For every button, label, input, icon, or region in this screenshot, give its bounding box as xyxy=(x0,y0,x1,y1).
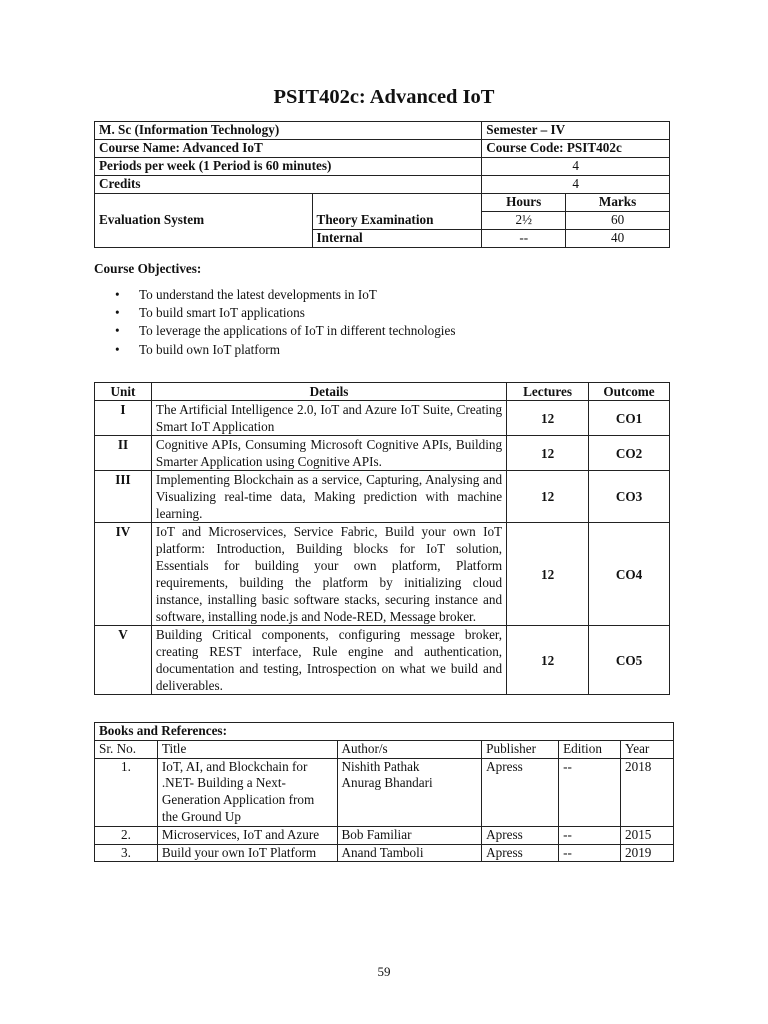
list-item: • To build own IoT platform xyxy=(94,341,455,359)
book-title: Build your own IoT Platform xyxy=(157,844,337,862)
objectives-list xyxy=(94,286,455,359)
theory-marks: 60 xyxy=(566,212,670,230)
unit-outcome: CO4 xyxy=(589,523,670,626)
unit-lectures: 12 xyxy=(507,436,589,471)
table-row xyxy=(95,471,670,523)
column-header: Title xyxy=(157,740,337,758)
table-row xyxy=(95,176,670,194)
unit-details: Cognitive APIs, Consuming Microsoft Cognitive APIs, Building Smarter Application using Cognitive APIs. xyxy=(151,436,506,471)
table-row xyxy=(95,758,674,826)
table-row xyxy=(95,140,670,158)
book-edition: -- xyxy=(559,844,621,862)
book-authors xyxy=(337,758,482,826)
periods-value: 4 xyxy=(482,158,670,176)
column-header: Details xyxy=(151,383,506,401)
table-row xyxy=(95,844,674,862)
unit-lectures: 12 xyxy=(507,523,589,626)
unit-outcome: CO3 xyxy=(589,471,670,523)
book-author: Anurag Bhandari xyxy=(341,775,433,791)
semester: Semester – IV xyxy=(482,122,670,140)
book-edition: -- xyxy=(559,758,621,826)
credits-value: 4 xyxy=(482,176,670,194)
unit-lectures: 12 xyxy=(507,471,589,523)
unit-details: IoT and Microservices, Service Fabric, Build your own IoT platform: Introduction, Building blocks for IoT solution, Essentials for building your own platform, Platform requirements, building the platform by initializing cloud instance, installing basic software stacks, securing instance and software, installing node.js and Node-RED, Message broker. xyxy=(151,523,506,626)
book-sr-no: 1. xyxy=(95,758,158,826)
column-header: Sr. No. xyxy=(95,740,158,758)
page-title: PSIT402c: Advanced IoT xyxy=(273,86,495,108)
list-item: • To build smart IoT applications xyxy=(94,304,455,322)
unit-number: V xyxy=(95,626,152,695)
book-year: 2019 xyxy=(621,844,674,862)
book-title: Microservices, IoT and Azure xyxy=(157,826,337,844)
book-publisher: Apress xyxy=(482,844,559,862)
book-title: IoT, AI, and Blockchain for .NET- Building a Next-Generation Application from the Ground Up xyxy=(157,758,337,826)
book-authors xyxy=(337,826,482,844)
table-row xyxy=(95,826,674,844)
book-author: Bob Familiar xyxy=(341,826,412,842)
list-item: • To understand the latest developments in IoT xyxy=(94,286,455,304)
marks-header: Marks xyxy=(566,194,670,212)
column-header: Edition xyxy=(559,740,621,758)
course-name: Course Name: Advanced IoT xyxy=(95,140,482,158)
table-header-row xyxy=(95,740,674,758)
unit-number: II xyxy=(95,436,152,471)
list-item: • To leverage the applications of IoT in different technologies xyxy=(94,322,455,340)
column-header: Lectures xyxy=(507,383,589,401)
column-header: Year xyxy=(621,740,674,758)
book-publisher: Apress xyxy=(482,758,559,826)
internal-marks: 40 xyxy=(566,230,670,248)
unit-lectures: 12 xyxy=(507,401,589,436)
unit-outcome: CO5 xyxy=(589,626,670,695)
internal-label: Internal xyxy=(312,230,482,248)
unit-number: III xyxy=(95,471,152,523)
unit-lectures: 12 xyxy=(507,626,589,695)
books-heading: Books and References: xyxy=(95,723,674,741)
table-row xyxy=(95,723,674,741)
column-header: Author/s xyxy=(337,740,482,758)
unit-details: Building Critical components, configuring message broker, creating REST interface, Rule engine and authentication, documentation and testing, Introspection on what we build and deliverables. xyxy=(151,626,506,695)
table-header-row xyxy=(95,383,670,401)
book-sr-no: 2. xyxy=(95,826,158,844)
column-header: Unit xyxy=(95,383,152,401)
course-info-table xyxy=(94,121,670,248)
book-author: Nishith Pathak xyxy=(341,758,420,774)
column-header: Publisher xyxy=(482,740,559,758)
units-table xyxy=(94,382,670,695)
book-year: 2015 xyxy=(621,826,674,844)
unit-details: The Artificial Intelligence 2.0, IoT and Azure IoT Suite, Creating Smart IoT Application xyxy=(151,401,506,436)
book-edition: -- xyxy=(559,826,621,844)
evaluation-label: Evaluation System xyxy=(95,194,313,248)
unit-outcome: CO1 xyxy=(589,401,670,436)
credits-label: Credits xyxy=(95,176,482,194)
book-authors xyxy=(337,844,482,862)
program-name: M. Sc (Information Technology) xyxy=(95,122,482,140)
course-code: Course Code: PSIT402c xyxy=(482,140,670,158)
table-row xyxy=(95,523,670,626)
theory-hours: 2½ xyxy=(482,212,566,230)
unit-number: IV xyxy=(95,523,152,626)
book-publisher: Apress xyxy=(482,826,559,844)
book-year: 2018 xyxy=(621,758,674,826)
table-row xyxy=(95,626,670,695)
page-number: 59 xyxy=(377,964,391,979)
unit-outcome: CO2 xyxy=(589,436,670,471)
table-row xyxy=(95,122,670,140)
hours-header: Hours xyxy=(482,194,566,212)
theory-label: Theory Examination xyxy=(312,212,482,230)
table-row xyxy=(95,436,670,471)
unit-details: Implementing Blockchain as a service, Capturing, Analysing and Visualizing real-time data, Making prediction with machine learning. xyxy=(151,471,506,523)
table-row xyxy=(95,158,670,176)
objectives-heading: Course Objectives: xyxy=(94,261,202,276)
column-header: Outcome xyxy=(589,383,670,401)
books-table xyxy=(94,722,674,862)
table-row xyxy=(95,194,670,212)
book-author: Anand Tamboli xyxy=(341,844,424,860)
table-row xyxy=(95,401,670,436)
book-sr-no: 3. xyxy=(95,844,158,862)
internal-hours: -- xyxy=(482,230,566,248)
periods-label: Periods per week (1 Period is 60 minutes) xyxy=(95,158,482,176)
unit-number: I xyxy=(95,401,152,436)
